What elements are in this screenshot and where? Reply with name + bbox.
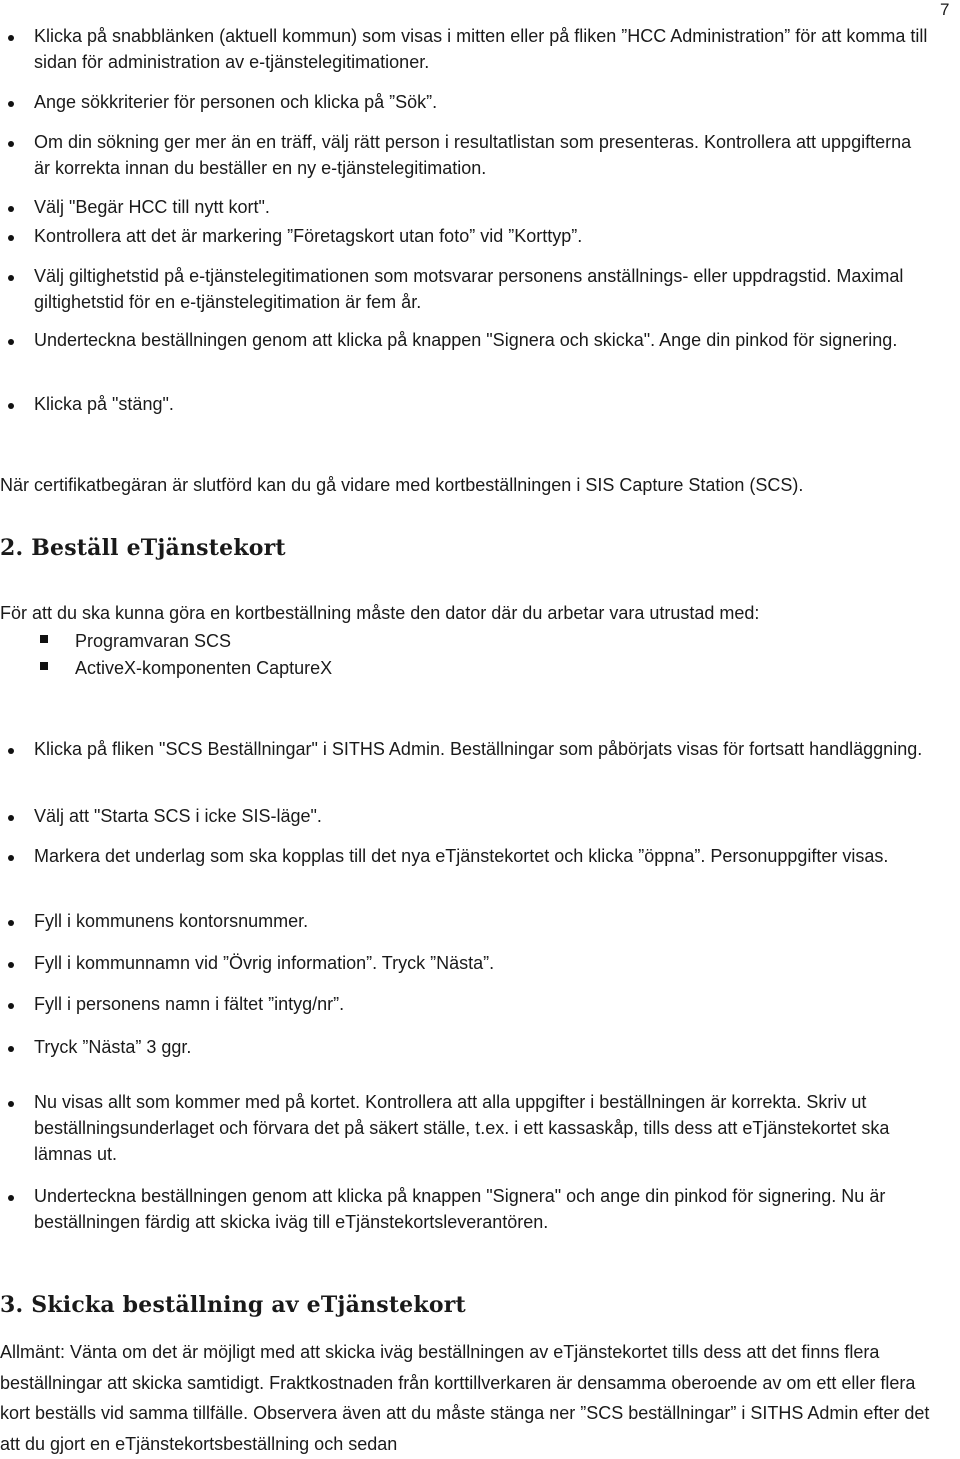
section-heading-3: 3. Skicka beställning av eTjänstekort <box>0 1292 466 1318</box>
list-item-text: Klicka på "stäng". <box>34 394 174 414</box>
list-item <box>0 1183 930 1235</box>
bullet-icon <box>8 35 14 41</box>
list-item-text: Tryck ”Nästa” 3 ggr. <box>34 1037 192 1057</box>
bullet-icon <box>8 748 14 754</box>
requirement-text: Programvaran SCS <box>75 631 232 651</box>
list-item-text: Underteckna beställningen genom att klicka på knappen "Signera och skicka". Ange din pinkod för signering. <box>34 330 898 350</box>
bullet-icon <box>8 339 14 345</box>
bullet-icon <box>8 403 14 409</box>
paragraph-requirements-intro: För att du ska kunna göra en kortbeställning måste den dator där du arbetar vara utrustad med: <box>0 603 760 623</box>
bullet-icon <box>8 206 14 212</box>
list-item-text: Välj giltighetstid på e-tjänstelegitimationen som motsvarar personens anställnings- eller uppdragstid. Maximal giltighetstid för en e-tjänstelegitimation är fem år. <box>34 266 904 312</box>
list-item <box>0 736 930 788</box>
bullet-icon <box>8 815 14 821</box>
list-item-text: Klicka på snabblänken (aktuell kommun) som visas i mitten eller på fliken ”HCC Administration” för att komma till sidan för administration av e-tjänstelegitimationer. <box>34 26 928 72</box>
list-item-text: Nu visas allt som kommer med på kortet. Kontrollera att alla uppgifter i beställningen är korrekta. Skriv ut beställningsunderlaget och förvara det på säkert ställe, t.ex. i ett kassaskåp, tills dess att eTjänstekortet ska lämnas ut. <box>34 1092 890 1164</box>
list-item <box>0 129 930 181</box>
list-item <box>0 991 930 1017</box>
paragraph-general: Allmänt: Vänta om det är möjligt med att skicka iväg beställningen av eTjänstekortet tills dess att det finns flera beställningar att skicka samtidigt. Fraktkostnaden från korttillverkaren är densamma oberoende av om ett eller flera kort beställs vid samma tillfälle. Observera även att du måste stänga ner ”SCS beställningar” i SITHS Admin efter det att du gjort en eTjänstekortsbeställning och sedan <box>0 1342 930 1454</box>
list-item-text: Välj "Begär HCC till nytt kort". <box>34 197 270 217</box>
list-item-text: Välj att "Starta SCS i icke SIS-läge". <box>34 806 322 826</box>
bullet-icon <box>8 235 14 241</box>
square-bullet-icon <box>40 662 48 670</box>
list-item <box>0 23 930 75</box>
bullet-icon <box>8 1101 14 1107</box>
list-item-text: Kontrollera att det är markering ”Företagskort utan foto” vid ”Korttyp”. <box>34 226 583 246</box>
list-item <box>0 803 930 829</box>
bullet-icon <box>8 1046 14 1052</box>
list-item <box>0 327 930 379</box>
bullet-icon <box>8 920 14 926</box>
list-item-text: Fyll i personens namn i fältet ”intyg/nr”. <box>34 994 345 1014</box>
paragraph-certificate: När certifikatbegäran är slutförd kan du gå vidare med kortbeställningen i SIS Capture Station (SCS). <box>0 475 804 495</box>
list-item-text: Fyll i kommunens kontorsnummer. <box>34 911 309 931</box>
list-item <box>0 950 930 976</box>
requirement-item <box>0 628 900 654</box>
list-item-text: Underteckna beställningen genom att klicka på knappen "Signera" och ange din pinkod för signering. Nu är beställningen färdig att skicka iväg till eTjänstekortsleverantören. <box>34 1186 886 1232</box>
list-item-text: Klicka på fliken "SCS Beställningar" i SITHS Admin. Beställningar som påbörjats visas för fortsatt handläggning. <box>34 739 923 759</box>
bullet-icon <box>8 141 14 147</box>
bullet-icon <box>8 1195 14 1201</box>
square-bullet-icon <box>40 635 48 643</box>
list-item <box>0 89 930 115</box>
list-item <box>0 908 930 934</box>
bullet-icon <box>8 101 14 107</box>
list-item <box>0 1034 930 1060</box>
list-item <box>0 1089 930 1167</box>
list-item-text: Om din sökning ger mer än en träff, välj rätt person i resultatlistan som presenteras. Kontrollera att uppgifterna är korrekta innan du beställer en ny e-tjänstelegitimation. <box>34 132 912 178</box>
requirement-item <box>0 655 900 681</box>
list-item <box>0 194 930 220</box>
bullet-icon <box>8 855 14 861</box>
bullet-icon <box>8 275 14 281</box>
list-item <box>0 843 930 895</box>
requirement-text: ActiveX-komponenten CaptureX <box>75 658 333 678</box>
page-number: 7 <box>940 0 950 19</box>
bullet-icon <box>8 962 14 968</box>
list-item <box>0 263 930 315</box>
section-heading-2: 2. Beställ eTjänstekort <box>0 535 286 561</box>
list-item <box>0 223 930 249</box>
list-item-text: Ange sökkriterier för personen och klicka på ”Sök”. <box>34 92 438 112</box>
bullet-icon <box>8 1003 14 1009</box>
list-item-text: Markera det underlag som ska kopplas till det nya eTjänstekortet och klicka ”öppna”. Personuppgifter visas. <box>34 846 889 866</box>
list-item-text: Fyll i kommunnamn vid ”Övrig information”. Tryck ”Nästa”. <box>34 953 495 973</box>
list-item <box>0 391 930 417</box>
